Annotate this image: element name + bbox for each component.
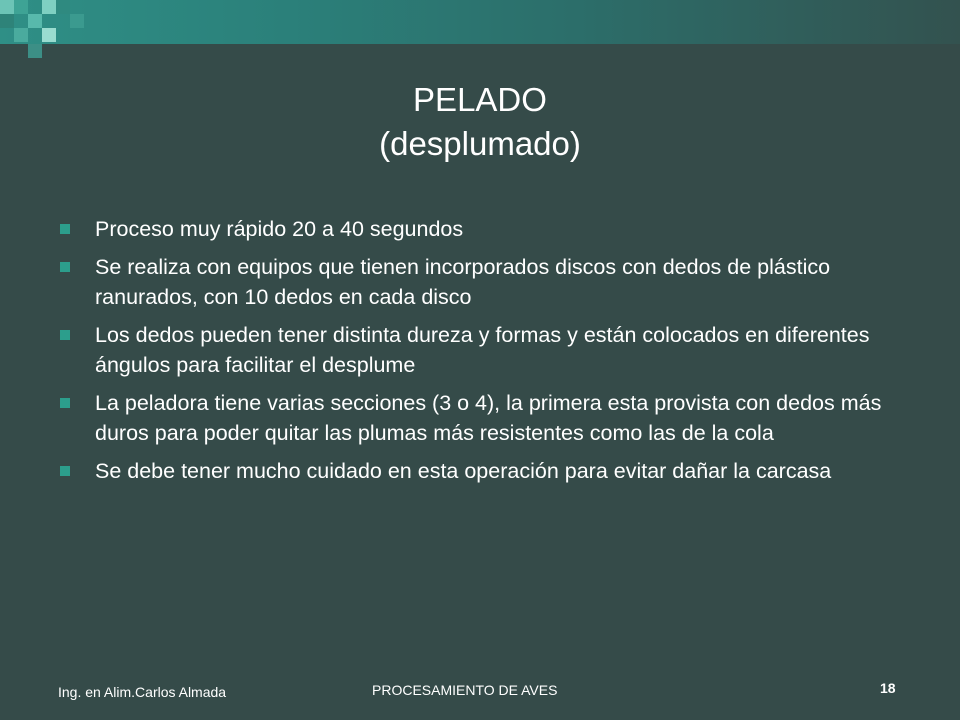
slide-title (0, 78, 960, 166)
decorative-square (28, 44, 42, 58)
square-bullet-icon (60, 262, 70, 272)
square-bullet-icon (60, 398, 70, 408)
decorative-square (70, 14, 84, 28)
bullet-text: Los dedos pueden tener distinta dureza y formas y están colocados en diferentes ángulos para facilitar el desplume (95, 323, 870, 377)
bullet-text: Se debe tener mucho cuidado en esta operación para evitar dañar la carcasa (95, 459, 832, 483)
square-bullet-icon (60, 466, 70, 476)
decorative-header-band (0, 0, 960, 44)
footer-author: Ing. en Alim.Carlos Almada (58, 684, 227, 700)
bullet-item (58, 252, 908, 312)
slide-title-line2: (desplumado) (379, 125, 581, 162)
bullet-list (58, 214, 908, 494)
footer-course: PROCESAMIENTO DE AVES (372, 682, 558, 698)
decorative-square (42, 0, 56, 14)
bullet-item (58, 456, 908, 486)
decorative-square (42, 28, 56, 42)
bullet-item (58, 214, 908, 244)
decorative-square (14, 28, 28, 42)
bullet-item (58, 388, 908, 448)
page-number: 18 (880, 680, 896, 696)
bullet-item (58, 320, 908, 380)
bullet-text: La peladora tiene varias secciones (3 o 4), la primera esta provista con dedos más duros para poder quitar las plumas más resistentes como las de la cola (95, 391, 882, 445)
decorative-square (0, 14, 14, 28)
decorative-square (28, 14, 42, 28)
square-bullet-icon (60, 224, 70, 234)
bullet-text: Se realiza con equipos que tienen incorporados discos con dedos de plástico ranurados, con 10 dedos en cada disco (95, 255, 831, 309)
bullet-text: Proceso muy rápido 20 a 40 segundos (95, 217, 464, 241)
decorative-square (0, 0, 14, 14)
slide-title-line1: PELADO (413, 81, 547, 118)
decorative-square (14, 0, 28, 14)
decorative-square (56, 0, 70, 14)
square-bullet-icon (60, 330, 70, 340)
